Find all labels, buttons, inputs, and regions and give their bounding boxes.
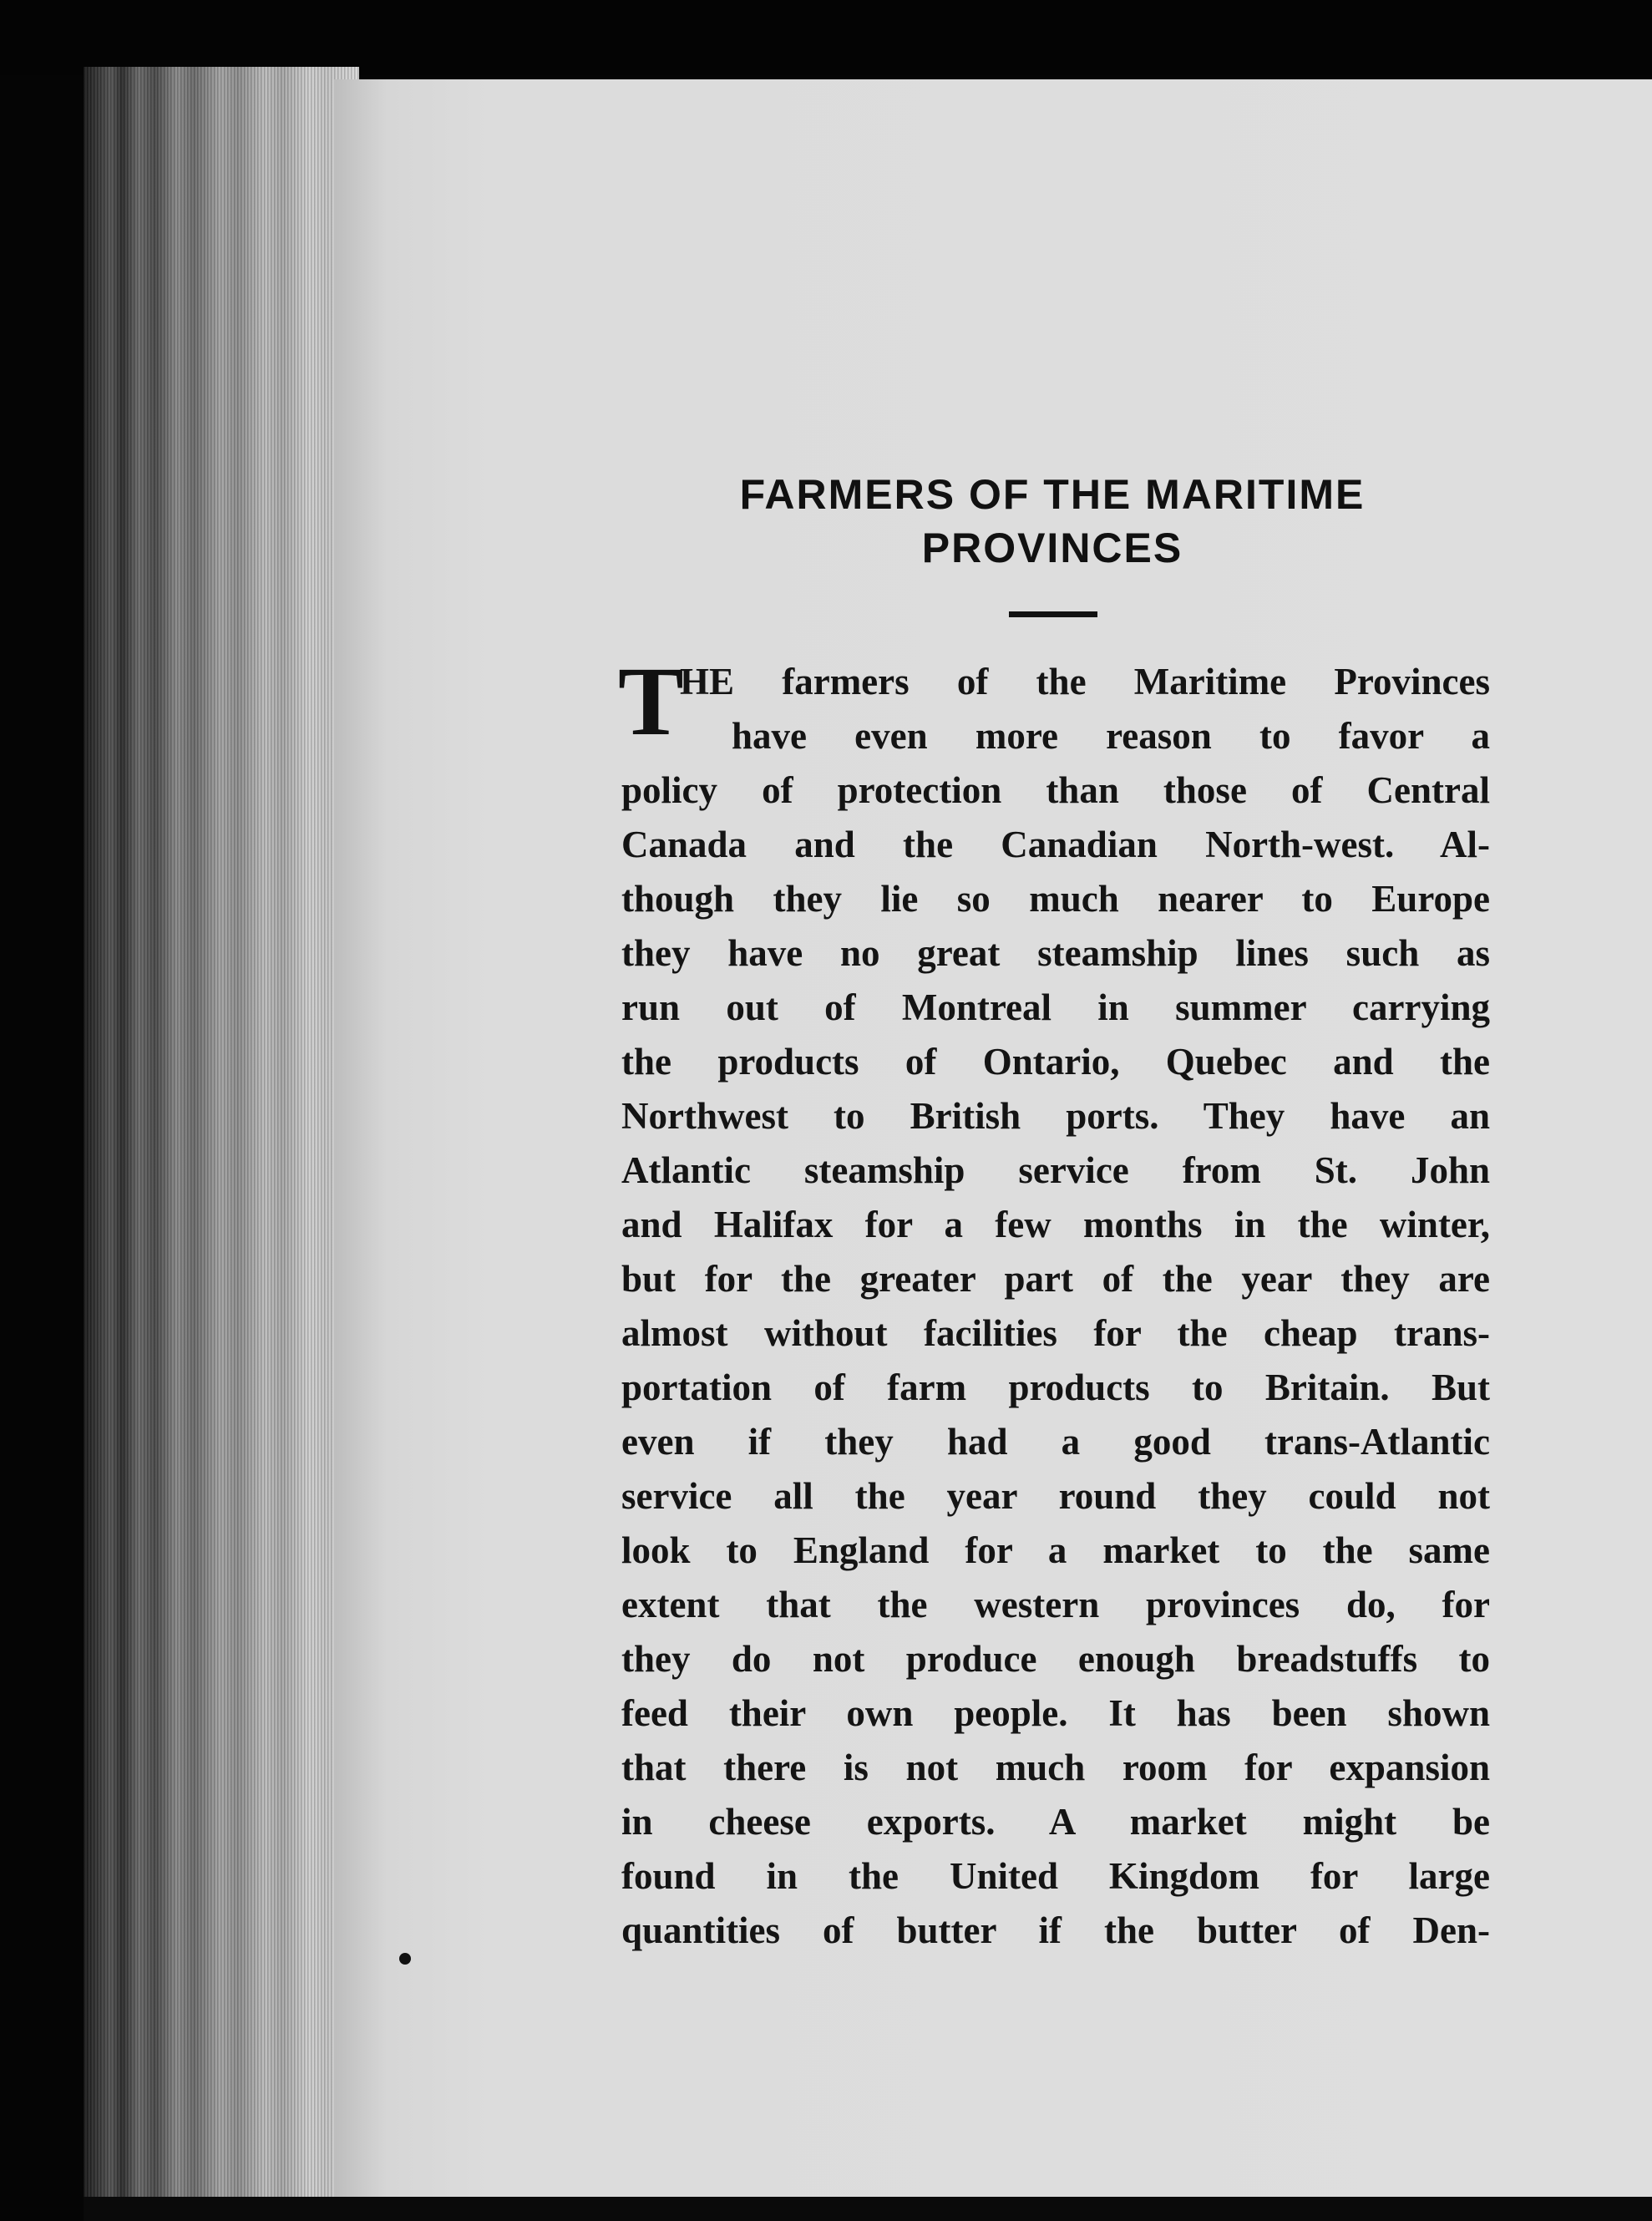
paragraph-line: they do not produce enough breadstuffs to: [621, 1638, 1490, 1680]
paragraph-line: that there is not much room for expansion: [621, 1747, 1490, 1788]
paragraph-line: have even more reason to favor a: [732, 715, 1490, 757]
paragraph-line: even if they had a good trans-Atlantic: [621, 1421, 1490, 1463]
scan-top-margin: [0, 0, 1652, 75]
paragraph-line: look to England for a market to the same: [621, 1529, 1490, 1571]
book-page-edges: [84, 67, 359, 2205]
paragraph-line: they have no great steamship lines such as: [621, 932, 1490, 974]
paragraph-line: extent that the western provinces do, for: [621, 1584, 1490, 1625]
paragraph-line: almost without facilities for the cheap trans-: [621, 1312, 1490, 1354]
paragraph-line: quantities of butter if the butter of Den-: [621, 1909, 1490, 1951]
drop-cap: T: [618, 647, 684, 756]
scan-bottom-margin: [84, 2197, 1652, 2221]
paragraph-line: in cheese exports. A market might be: [621, 1801, 1490, 1843]
paragraph-line: policy of protection than those of Central: [621, 769, 1490, 811]
paragraph-line: service all the year round they could not: [621, 1475, 1490, 1517]
paragraph-line: Atlantic steamship service from St. John: [621, 1149, 1490, 1191]
paragraph-line: the products of Ontario, Quebec and the: [621, 1041, 1490, 1083]
paragraph-line: though they lie so much nearer to Europe: [621, 878, 1490, 920]
paragraph-line: portation of farm products to Britain. But: [621, 1367, 1490, 1408]
title-divider: [1009, 611, 1097, 617]
chapter-title-line-1: FARMERS OF THE MARITIME: [739, 471, 1366, 518]
body-paragraph: [618, 647, 1490, 1958]
paragraph-line: and Halifax for a few months in the winter,: [621, 1204, 1490, 1245]
paragraph-line-text: HE farmers of the Maritime Provinces: [680, 661, 1490, 702]
paragraph-line: Northwest to British ports. They have an: [621, 1095, 1490, 1137]
paragraph-line: Canada and the Canadian North-west. Al-: [621, 824, 1490, 865]
paragraph-line: run out of Montreal in summer carrying: [621, 986, 1490, 1028]
paragraph-line: but for the greater part of the year they are: [621, 1258, 1490, 1300]
chapter-title-line-2: PROVINCES: [921, 525, 1183, 571]
chapter-title: [618, 468, 1487, 575]
paragraph-line: found in the United Kingdom for large: [621, 1855, 1490, 1897]
ink-speck: [399, 1953, 411, 1965]
paragraph-line: feed their own people. It has been shown: [621, 1692, 1490, 1734]
